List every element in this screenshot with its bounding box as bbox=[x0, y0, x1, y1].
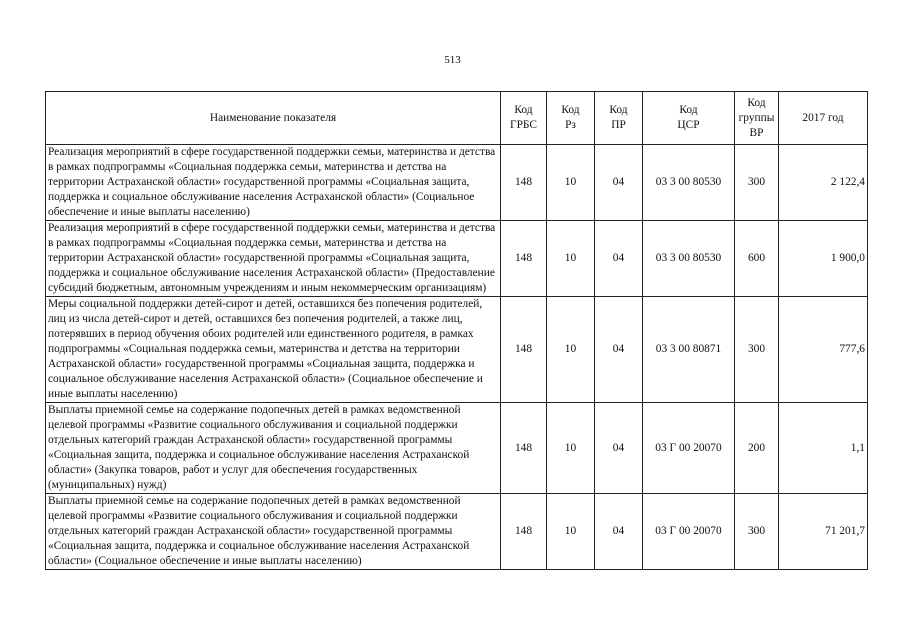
row-rz: 10 bbox=[547, 221, 595, 297]
table-header-row bbox=[46, 92, 868, 145]
row-pr: 04 bbox=[595, 145, 643, 221]
row-grbs: 148 bbox=[501, 403, 547, 494]
table-row bbox=[46, 145, 868, 221]
header-pr-line1: Код bbox=[609, 104, 628, 116]
row-vr: 200 bbox=[735, 403, 779, 494]
header-grbs-line1: Код bbox=[514, 104, 533, 116]
row-rz: 10 bbox=[547, 297, 595, 403]
row-csr: 03 Г 00 20070 bbox=[643, 403, 735, 494]
header-rz-line1: Код bbox=[561, 104, 580, 116]
row-vr: 300 bbox=[735, 145, 779, 221]
table-row bbox=[46, 221, 868, 297]
header-vr bbox=[735, 92, 779, 145]
row-name: Меры социальной поддержки детей-сирот и детей, оставшихся без попечения родителей, лиц из числа детей-сирот и детей, оставшихся без попечения родителей, а также лиц, потерявших в период обучения обоих родителей или единственного родителя, в рамках подпрограммы «Социальная поддержка семьи, материнства и детства на территории Астраханской области» государственной программы «Социальная защита, поддержка и социальное обслуживание населения Астраханской области» (Социальное обеспечение и иные выплаты населению) bbox=[46, 297, 501, 403]
row-grbs: 148 bbox=[501, 221, 547, 297]
row-amount: 71 201,7 bbox=[779, 494, 868, 570]
header-year: 2017 год bbox=[779, 92, 868, 145]
row-pr: 04 bbox=[595, 494, 643, 570]
row-rz: 10 bbox=[547, 494, 595, 570]
row-grbs: 148 bbox=[501, 297, 547, 403]
row-name: Реализация мероприятий в сфере государственной поддержки семьи, материнства и детства в рамках подпрограммы «Социальная поддержка семьи, материнства и детства на территории Астраханской области» государственной программы «Социальная защита, поддержка и социальное обслуживание населения Астраханской области» (Социальное обеспечение и иные выплаты населению) bbox=[46, 145, 501, 221]
row-amount: 1 900,0 bbox=[779, 221, 868, 297]
header-csr-line1: Код bbox=[679, 104, 698, 116]
table-row bbox=[46, 494, 868, 570]
row-grbs: 148 bbox=[501, 145, 547, 221]
budget-table bbox=[45, 91, 868, 570]
row-rz: 10 bbox=[547, 403, 595, 494]
header-name: Наименование показателя bbox=[46, 92, 501, 145]
header-vr-line1: Код bbox=[747, 96, 766, 109]
row-amount: 2 122,4 bbox=[779, 145, 868, 221]
header-pr bbox=[595, 92, 643, 145]
header-rz bbox=[547, 92, 595, 145]
header-vr-line2: группы bbox=[738, 111, 775, 124]
row-vr: 300 bbox=[735, 297, 779, 403]
table-row bbox=[46, 403, 868, 494]
header-vr-line3: ВР bbox=[749, 126, 764, 139]
header-grbs bbox=[501, 92, 547, 145]
row-pr: 04 bbox=[595, 403, 643, 494]
row-name: Выплаты приемной семье на содержание подопечных детей в рамках ведомственной целевой программы «Развитие социального обслуживания и социальной поддержки отдельных категорий граждан Астраханской области» государственной программы «Социальная защита, поддержка и социальное обслуживание населения Астраханской области» (Социальное обеспечение и иные выплаты населению) bbox=[46, 494, 501, 570]
row-name: Реализация мероприятий в сфере государственной поддержки семьи, материнства и детства в рамках подпрограммы «Социальная поддержка семьи, материнства и детства на территории Астраханской области» государственной программы «Социальная защита, поддержка и социальное обслуживание населения Астраханской области» (Предоставление субсидий бюджетным, автономным учреждениям и иным некоммерческим организациям) bbox=[46, 221, 501, 297]
row-rz: 10 bbox=[547, 145, 595, 221]
header-csr bbox=[643, 92, 735, 145]
row-csr: 03 3 00 80530 bbox=[643, 145, 735, 221]
page-number: 513 bbox=[444, 54, 461, 66]
table-row bbox=[46, 297, 868, 403]
row-vr: 600 bbox=[735, 221, 779, 297]
header-rz-line2: Рз bbox=[565, 119, 576, 131]
row-amount: 1,1 bbox=[779, 403, 868, 494]
row-pr: 04 bbox=[595, 297, 643, 403]
row-csr: 03 3 00 80530 bbox=[643, 221, 735, 297]
row-vr: 300 bbox=[735, 494, 779, 570]
row-pr: 04 bbox=[595, 221, 643, 297]
header-grbs-line2: ГРБС bbox=[510, 119, 537, 131]
row-csr: 03 Г 00 20070 bbox=[643, 494, 735, 570]
header-csr-line2: ЦСР bbox=[677, 119, 700, 131]
row-amount: 777,6 bbox=[779, 297, 868, 403]
row-csr: 03 3 00 80871 bbox=[643, 297, 735, 403]
header-pr-line2: ПР bbox=[611, 119, 626, 131]
row-name: Выплаты приемной семье на содержание подопечных детей в рамках ведомственной целевой программы «Развитие социального обслуживания и социальной поддержки отдельных категорий граждан Астраханской области» государственной программы «Социальная защита, поддержка и социальное обслуживание населения Астраханской области» (Закупка товаров, работ и услуг для обеспечения государственных (муниципальных) нужд) bbox=[46, 403, 501, 494]
row-grbs: 148 bbox=[501, 494, 547, 570]
